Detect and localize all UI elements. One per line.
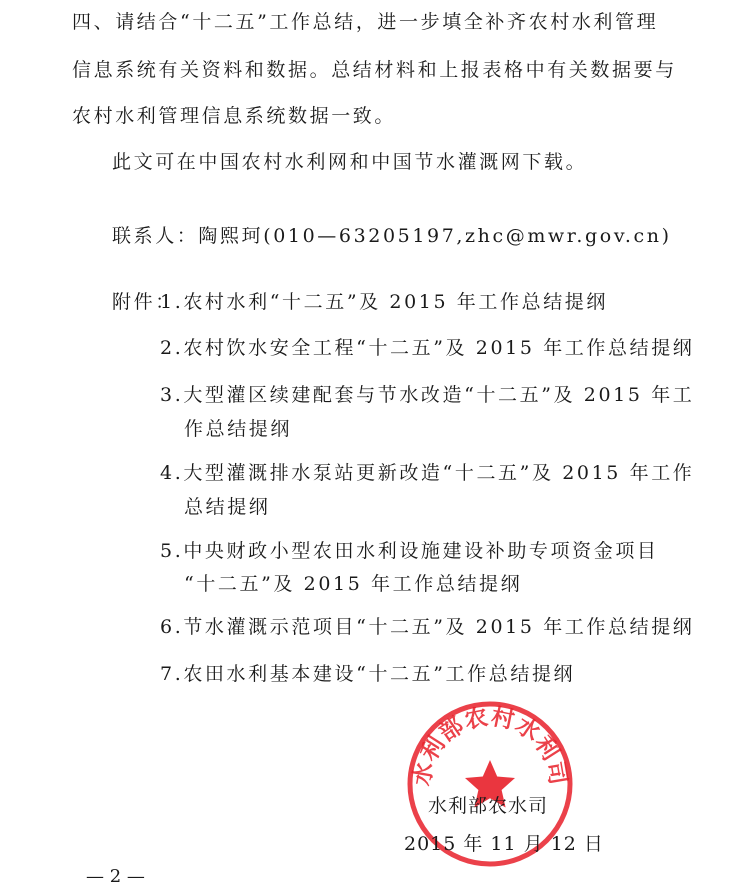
page-number: — 2 — xyxy=(86,866,145,887)
attachment-1: 1.农村水利“十二五”及 2015 年工作总结提纲 xyxy=(160,291,608,313)
attachment-5-line-1: 5.中央财政小型农田水利设施建设补助专项资金项目 xyxy=(160,540,659,562)
seal-text: 水利部农村水利司 xyxy=(408,703,572,788)
signature-date: 2015 年 11 月 12 日 xyxy=(404,833,604,855)
attachment-6: 6.节水灌溉示范项目“十二五”及 2015 年工作总结提纲 xyxy=(160,616,695,638)
attachment-3-line-2: 作总结提纲 xyxy=(184,418,293,440)
attachment-4-line-2: 总结提纲 xyxy=(184,496,271,518)
contact-line: 联系人：陶熙珂(010—63205197,zhc@mwr.gov.cn) xyxy=(112,225,672,247)
attachments-label: 附件： xyxy=(112,291,177,313)
attachment-2: 2.农村饮水安全工程“十二五”及 2015 年工作总结提纲 xyxy=(160,337,695,359)
attachment-7: 7.农田水利基本建设“十二五”工作总结提纲 xyxy=(160,663,576,685)
para4-line-2: 信息系统有关资料和数据。总结材料和上报表格中有关数据要与 xyxy=(72,59,677,81)
para4-line-1: 四、请结合“十二五”工作总结，进一步填全补齐农村水利管理 xyxy=(72,11,659,33)
download-note: 此文可在中国农村水利网和中国节水灌溉网下载。 xyxy=(112,151,588,173)
attachment-3-line-1: 3.大型灌区续建配套与节水改造“十二五”及 2015 年工 xyxy=(160,384,695,406)
attachment-5-line-2: “十二五”及 2015 年工作总结提纲 xyxy=(184,573,523,595)
signature-org: 水利部农水司 xyxy=(428,795,549,817)
attachment-4-line-1: 4.大型灌溉排水泵站更新改造“十二五”及 2015 年工作 xyxy=(160,462,695,484)
para4-line-3: 农村水利管理信息系统数据一致。 xyxy=(72,105,397,127)
